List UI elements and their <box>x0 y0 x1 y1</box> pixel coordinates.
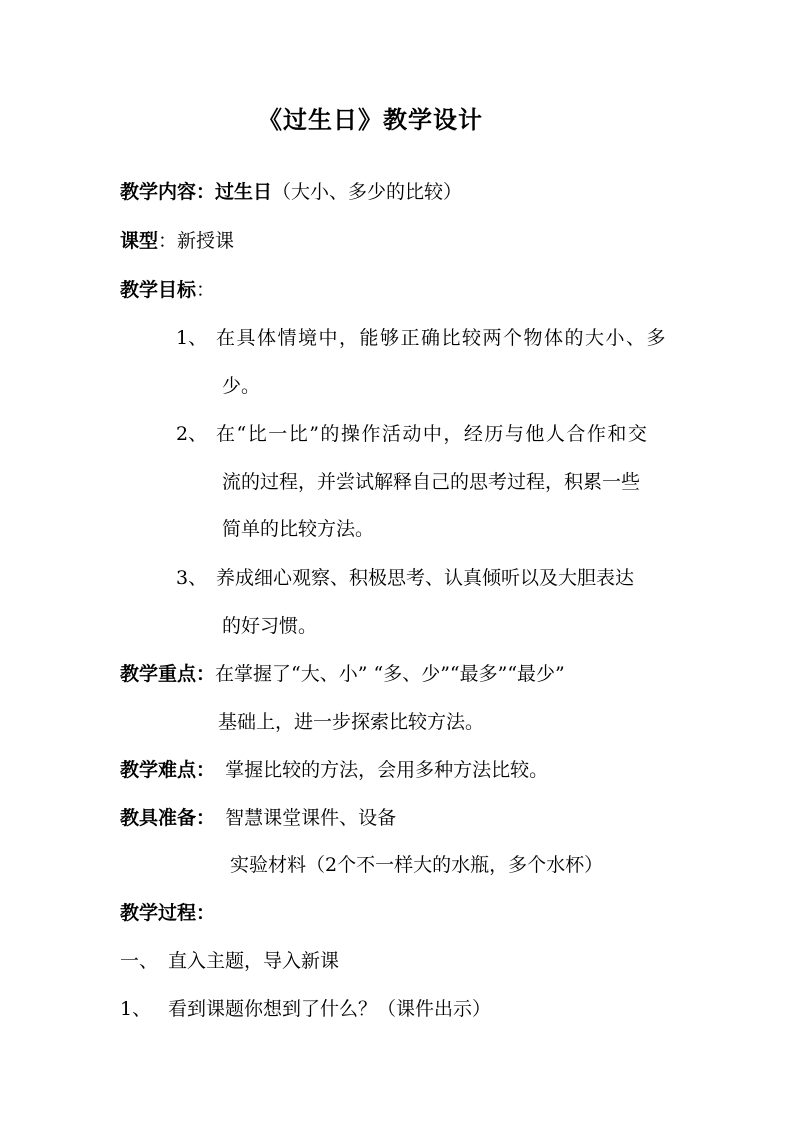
objective-item-3-line-2: 的好习惯。 <box>222 615 318 637</box>
content-label: 教学内容： <box>120 181 216 203</box>
difficulties-label: 教学难点： <box>120 759 216 781</box>
materials-row <box>120 806 396 830</box>
section-1-number: 一、 <box>120 950 159 972</box>
objective-item-2-line-2: 流的过程，并尝试解释自己的思考过程，积累一些 <box>222 471 641 493</box>
content-value-bold: 过生日 <box>215 181 273 203</box>
key-points-label: 教学重点： <box>120 663 216 685</box>
step-1-text: 看到课题你想到了什么？（课件出示） <box>168 998 492 1020</box>
process-label: 教学过程： <box>120 902 216 924</box>
objectives-label: 教学目标 <box>120 279 197 301</box>
key-points-line-1: 在掌握了“大、小” “多、少”“最多”“最少” <box>215 663 565 685</box>
lesson-type-row <box>120 229 234 253</box>
objective-item-1-line-2: 少。 <box>222 375 261 397</box>
objectives-colon: ： <box>196 279 216 301</box>
materials-label: 教具准备： <box>120 807 216 829</box>
objective-item-3-number: 3、 <box>176 567 208 589</box>
section-1-title: 直入主题，导入新课 <box>168 950 340 972</box>
difficulties-row <box>120 758 548 782</box>
objective-item-3-line-1: 养成细心观察、积极思考、认真倾听以及大胆表达 <box>216 567 635 589</box>
key-points-line-2: 基础上，进一步探索比较方法。 <box>218 711 485 733</box>
content-value: （大小、多少的比较） <box>272 181 463 203</box>
materials-line-1: 智慧课堂课件、设备 <box>225 807 397 829</box>
lesson-type-value: 新授课 <box>177 230 235 252</box>
content-row <box>120 180 462 204</box>
lesson-type-colon: ： <box>158 230 178 252</box>
objective-item-1-line-1: 在具体情境中，能够正确比较两个物体的大小、多 <box>216 327 668 349</box>
step-1-number: 1、 <box>120 998 152 1020</box>
page-title: 《过生日》教学设计 <box>258 105 483 134</box>
lesson-type-label: 课型 <box>120 230 159 252</box>
materials-line-2: 实验材料（2个不一样大的水瓶，多个水杯） <box>230 854 604 876</box>
key-points-row <box>120 662 565 686</box>
objective-item-1-number: 1、 <box>176 327 208 349</box>
objective-item-2-line-3: 简单的比较方法。 <box>222 518 375 540</box>
objective-item-2-number: 2、 <box>176 423 208 445</box>
objectives-heading <box>120 278 215 302</box>
difficulties-value: 掌握比较的方法，会用多种方法比较。 <box>225 759 549 781</box>
objective-item-2-line-1: 在“比一比”的操作活动中，经历与他人合作和交 <box>216 423 649 445</box>
